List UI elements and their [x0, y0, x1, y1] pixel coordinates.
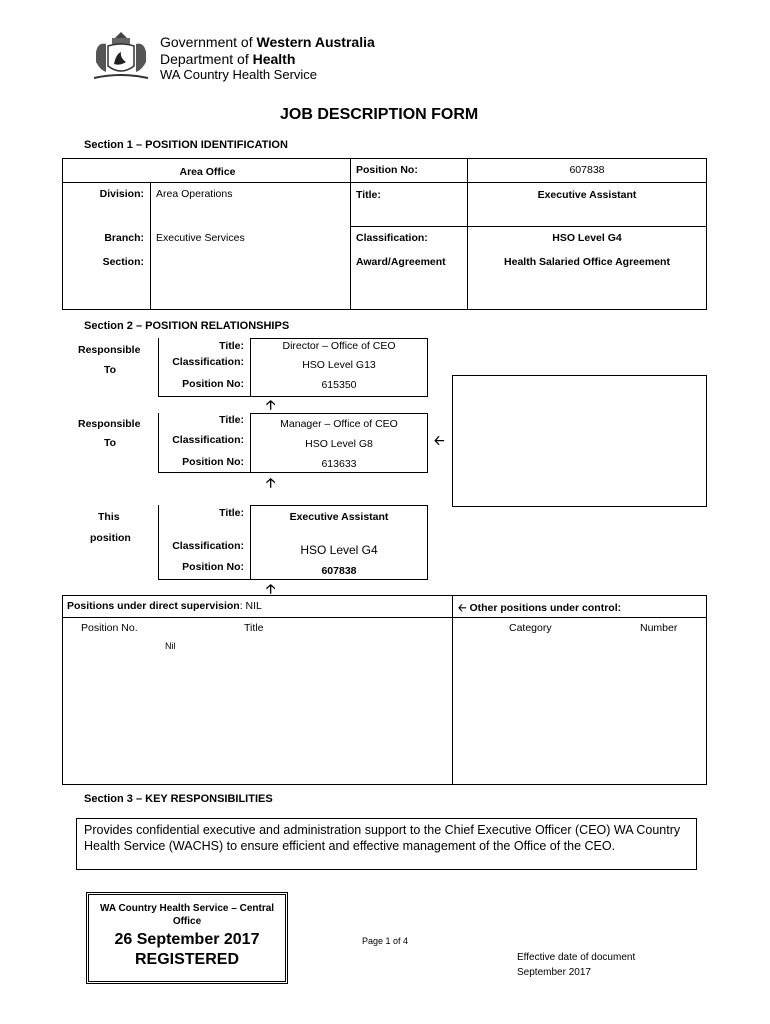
responsibilities-text: Provides confidential executive and administration support to the Chief Executive Officer (CEO) WA Country Health Service (WACHS) to ensure efficient and effective management of the Office of the CEO. — [84, 823, 681, 853]
box1-class: HSO Level G13 — [302, 359, 376, 371]
box2-posno-label: Position No: — [182, 456, 244, 468]
section2-heading: Section 2 – POSITION RELATIONSHIPS — [84, 320, 290, 332]
box3-title-label: Title: — [219, 507, 244, 519]
box2-class: HSO Level G8 — [305, 438, 373, 450]
stamp-line1: WA Country Health Service – Central Office — [99, 903, 275, 927]
page-number: Page 1 of 4 — [362, 936, 409, 946]
stamp-date: 26 September 2017 — [114, 931, 260, 948]
position-no-label: Position No: — [356, 164, 418, 176]
supervision-label: Positions under direct supervision: NIL — [67, 600, 262, 612]
responsible-label-1: Responsible — [78, 344, 141, 356]
to-label-2: To — [104, 437, 117, 449]
supervision-table — [62, 595, 707, 785]
arrow-up-1: 🡡 — [266, 397, 276, 412]
box3-posno-label: Position No: — [182, 561, 244, 573]
box2-title: Manager – Office of CEO — [280, 418, 398, 430]
col-category: Category — [509, 622, 552, 634]
award-value: Health Salaried Office Agreement — [504, 256, 670, 268]
area-office: Area Office — [179, 166, 236, 178]
responsible-label-2: Responsible — [78, 418, 141, 430]
box3-class: HSO Level G4 — [300, 543, 378, 557]
box3-posno: 607838 — [321, 565, 357, 577]
title-value: Executive Assistant — [537, 189, 637, 201]
stamp-registered: REGISTERED — [134, 951, 239, 968]
division-value: Area Operations — [156, 188, 233, 200]
this-label: This — [98, 511, 120, 523]
other-control-label: 🡠 Other positions under control: — [458, 602, 622, 614]
crest-logo — [90, 28, 152, 84]
branch-value: Executive Services — [156, 232, 245, 244]
arrow-left: 🡠 — [434, 433, 445, 448]
division-label: Division: — [99, 188, 144, 200]
box2-class-label: Classification: — [172, 434, 244, 446]
branch-label: Branch: — [104, 232, 144, 244]
box1-title: Director – Office of CEO — [282, 340, 396, 352]
box2-title-label: Title: — [219, 414, 244, 426]
award-label: Award/Agreement — [356, 256, 446, 268]
to-label-1: To — [104, 364, 117, 376]
effective-label: Effective date of document — [517, 952, 636, 963]
other-positions-box — [452, 375, 707, 507]
position-no-value: 607838 — [569, 164, 605, 176]
col-number: Number — [640, 622, 678, 634]
box2-posno: 613633 — [321, 458, 357, 470]
box1-posno: 615350 — [321, 379, 357, 391]
section1-heading: Section 1 – POSITION IDENTIFICATION — [84, 139, 288, 151]
header-dept-line: Department of Health — [160, 51, 296, 67]
arrow-up-2: 🡡 — [266, 475, 276, 490]
header-service-line: WA Country Health Service — [160, 67, 318, 82]
box1-title-label: Title: — [219, 340, 244, 352]
responsibilities-box — [76, 818, 697, 870]
box3-class-label: Classification: — [172, 540, 244, 552]
arrow-up-3: 🡡 — [266, 581, 276, 596]
col-position-no: Position No. — [81, 622, 138, 634]
position-label: position — [90, 532, 131, 544]
section3-heading: Section 3 – KEY RESPONSIBILITIES — [84, 793, 273, 805]
title-label: Title: — [356, 189, 381, 201]
classification-label: Classification: — [356, 232, 428, 244]
header-gov-line: Government of Western Australia — [160, 34, 375, 50]
box1-posno-label: Position No: — [182, 378, 244, 390]
form-title: JOB DESCRIPTION FORM — [280, 106, 479, 123]
nil-value: Nil — [165, 641, 176, 651]
classification-value: HSO Level G4 — [552, 232, 622, 244]
box1-class-label: Classification: — [172, 356, 244, 368]
box3-title: Executive Assistant — [289, 511, 389, 523]
effective-date: September 2017 — [517, 967, 591, 978]
section-label: Section: — [102, 256, 144, 268]
col-title: Title — [244, 622, 264, 634]
